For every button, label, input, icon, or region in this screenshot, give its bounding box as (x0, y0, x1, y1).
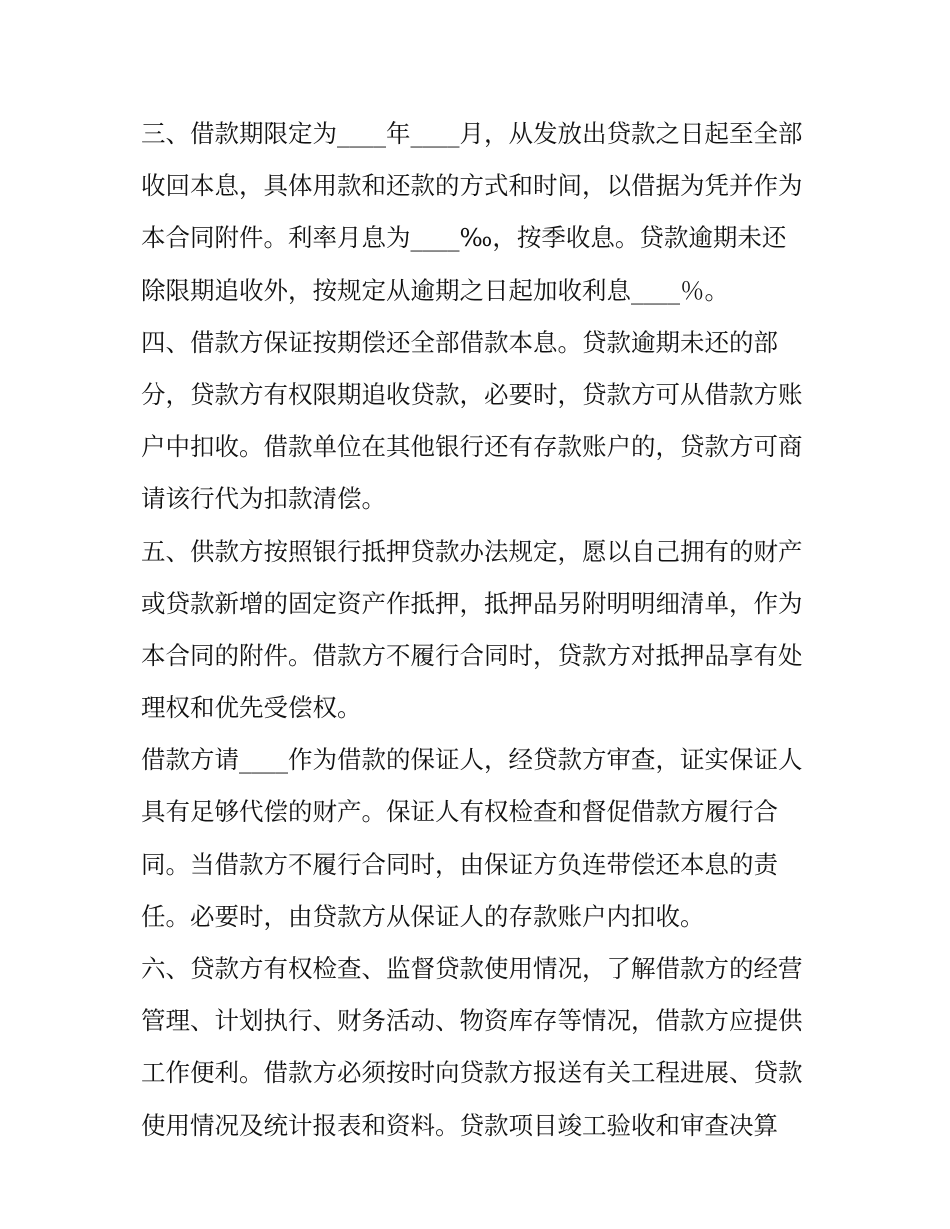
document-body (141, 108, 821, 1152)
text-line: 本合同的附件。借款方不履行合同时，贷款方对抵押品享有处 (141, 640, 803, 670)
text-line: 四、借款方保证按期偿还全部借款本息。贷款逾期未还的部 (141, 327, 778, 357)
text-line: 理权和优先受偿权。 (141, 693, 362, 723)
text-line: 同。当借款方不履行合同时，由保证方负连带偿还本息的责 (141, 849, 778, 879)
text-line: 本合同附件。利率月息为____‰，按季收息。贷款逾期未还 (141, 223, 787, 253)
text-line: 管理、计划执行、财务活动、物资库存等情况，借款方应提供 (141, 1006, 803, 1036)
text-line: 除限期追收外，按规定从逾期之日起加收利息____％。 (141, 275, 729, 305)
text-line: 工作便利。借款方必须按时向贷款方报送有关工程进展、贷款 (141, 1058, 803, 1088)
text-line: 三、借款期限定为____年____月，从发放出贷款之日起至全部 (141, 119, 803, 148)
text-line: 户中扣收。借款单位在其他银行还有存款账户的，贷款方可商 (141, 432, 803, 462)
text-line: 收回本息，具体用款和还款的方式和时间，以借据为凭并作为 (141, 171, 803, 201)
text-line: 使用情况及统计报表和资料。贷款项目竣工验收和审查决算 (141, 1110, 778, 1140)
text-line: 请该行代为扣款清偿。 (141, 484, 386, 514)
text-line: 任。必要时，由贷款方从保证人的存款账户内扣收。 (141, 901, 705, 931)
text-line: 分，贷款方有权限期追收贷款，必要时，贷款方可从借款方账 (141, 379, 803, 409)
text-line: 或贷款新增的固定资产作抵押，抵押品另附明明细清单，作为 (141, 588, 803, 618)
text-line: 借款方请____作为借款的保证人，经贷款方审查，证实保证人 (141, 745, 803, 775)
text-line: 五、供款方按照银行抵押贷款办法规定，愿以自己拥有的财产 (141, 536, 803, 566)
text-line: 六、贷款方有权检查、监督贷款使用情况，了解借款方的经营 (141, 954, 803, 983)
text-line: 具有足够代偿的财产。保证人有权检查和督促借款方履行合 (141, 797, 778, 827)
